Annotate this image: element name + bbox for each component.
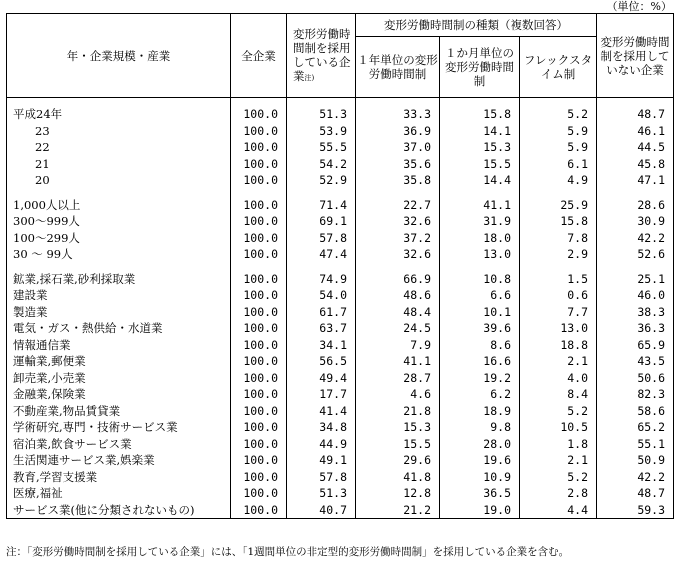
value-cell: 61.7 — [287, 304, 356, 321]
table-row — [7, 386, 674, 403]
value-cell: 1.5 — [520, 271, 597, 288]
header-row-label: 年・企業規模・産業 — [7, 14, 231, 98]
value-cell: 7.8 — [520, 230, 597, 247]
value-cell: 100.0 — [231, 106, 287, 123]
spacer-cell — [231, 189, 287, 197]
value-cell: 100.0 — [231, 353, 287, 370]
value-cell: 19.0 — [440, 502, 520, 519]
value-cell: 2.8 — [520, 485, 597, 502]
spacer-cell — [520, 263, 597, 271]
value-cell: 47.4 — [287, 246, 356, 263]
header-type2: １か月単位の変形労働時間制 — [440, 37, 520, 98]
value-cell: 21.8 — [356, 403, 440, 420]
value-cell: 100.0 — [231, 337, 287, 354]
value-cell: 2.1 — [520, 353, 597, 370]
table-row — [7, 485, 674, 502]
row-label: 生活関連サービス業,娯楽業 — [7, 452, 231, 469]
value-cell: 100.0 — [231, 452, 287, 469]
value-cell: 32.6 — [356, 213, 440, 230]
row-label: 学術研究,専門・技術サービス業 — [7, 419, 231, 436]
value-cell: 82.3 — [597, 386, 674, 403]
value-cell: 39.6 — [440, 320, 520, 337]
value-cell: 25.9 — [520, 197, 597, 214]
value-cell: 8.6 — [440, 337, 520, 354]
value-cell: 45.8 — [597, 156, 674, 173]
spacer-cell — [231, 98, 287, 107]
value-cell: 17.7 — [287, 386, 356, 403]
value-cell: 13.0 — [520, 320, 597, 337]
table-header — [7, 14, 674, 98]
value-cell: 58.6 — [597, 403, 674, 420]
value-cell: 10.1 — [440, 304, 520, 321]
value-cell: 48.4 — [356, 304, 440, 321]
spacer-cell — [440, 189, 520, 197]
value-cell: 1.8 — [520, 436, 597, 453]
value-cell: 48.7 — [597, 106, 674, 123]
value-cell: 21.2 — [356, 502, 440, 519]
row-label: 22 — [7, 139, 231, 156]
value-cell: 13.0 — [440, 246, 520, 263]
header-adopting-text: 変形労働時間制を採用している企業 — [293, 26, 351, 83]
value-cell: 50.9 — [597, 452, 674, 469]
row-label: 100～299人 — [7, 230, 231, 247]
value-cell: 8.4 — [520, 386, 597, 403]
value-cell: 34.1 — [287, 337, 356, 354]
value-cell: 28.7 — [356, 370, 440, 387]
value-cell: 15.5 — [440, 156, 520, 173]
value-cell: 35.6 — [356, 156, 440, 173]
header-types-group: 変形労働時間制の種類（複数回答） — [356, 14, 597, 37]
value-cell: 100.0 — [231, 502, 287, 519]
spacer-cell — [7, 263, 231, 271]
spacer-row — [7, 98, 674, 107]
value-cell: 41.4 — [287, 403, 356, 420]
value-cell: 22.7 — [356, 197, 440, 214]
value-cell: 0.6 — [520, 287, 597, 304]
table-row — [7, 213, 674, 230]
value-cell: 43.5 — [597, 353, 674, 370]
value-cell: 54.2 — [287, 156, 356, 173]
table-row — [7, 370, 674, 387]
value-cell: 10.9 — [440, 469, 520, 486]
value-cell: 19.6 — [440, 452, 520, 469]
spacer-cell — [597, 189, 674, 197]
value-cell: 74.9 — [287, 271, 356, 288]
table-row — [7, 502, 674, 519]
row-label: 300～999人 — [7, 213, 231, 230]
value-cell: 100.0 — [231, 139, 287, 156]
value-cell: 4.6 — [356, 386, 440, 403]
table-row — [7, 304, 674, 321]
row-label: 建設業 — [7, 287, 231, 304]
value-cell: 14.1 — [440, 123, 520, 140]
spacer-cell — [7, 189, 231, 197]
header-type1: １年単位の変形労働時間制 — [356, 37, 440, 98]
value-cell: 7.7 — [520, 304, 597, 321]
value-cell: 100.0 — [231, 419, 287, 436]
row-label: 宿泊業,飲食サービス業 — [7, 436, 231, 453]
value-cell: 71.4 — [287, 197, 356, 214]
value-cell: 100.0 — [231, 213, 287, 230]
value-cell: 14.4 — [440, 172, 520, 189]
value-cell: 48.6 — [356, 287, 440, 304]
value-cell: 25.1 — [597, 271, 674, 288]
table-row — [7, 106, 674, 123]
value-cell: 51.3 — [287, 485, 356, 502]
header-all: 全企業 — [231, 14, 287, 98]
table-row — [7, 452, 674, 469]
value-cell: 36.3 — [597, 320, 674, 337]
spacer-cell — [520, 189, 597, 197]
value-cell: 63.7 — [287, 320, 356, 337]
row-label: 医療,福祉 — [7, 485, 231, 502]
unit-label: （単位：%） — [606, 0, 672, 13]
row-label: 鉱業,採石業,砂利採取業 — [7, 271, 231, 288]
value-cell: 56.5 — [287, 353, 356, 370]
spacer-cell — [520, 98, 597, 107]
value-cell: 53.9 — [287, 123, 356, 140]
value-cell: 2.9 — [520, 246, 597, 263]
table-row — [7, 197, 674, 214]
value-cell: 100.0 — [231, 230, 287, 247]
row-label: 卸売業,小売業 — [7, 370, 231, 387]
value-cell: 42.2 — [597, 469, 674, 486]
value-cell: 6.6 — [440, 287, 520, 304]
row-label: 1,000人以上 — [7, 197, 231, 214]
value-cell: 50.6 — [597, 370, 674, 387]
value-cell: 65.9 — [597, 337, 674, 354]
row-label: 平成24年 — [7, 106, 231, 123]
value-cell: 36.9 — [356, 123, 440, 140]
value-cell: 18.8 — [520, 337, 597, 354]
row-label: 情報通信業 — [7, 337, 231, 354]
spacer-cell — [287, 263, 356, 271]
value-cell: 10.8 — [440, 271, 520, 288]
table-row — [7, 436, 674, 453]
value-cell: 6.2 — [440, 386, 520, 403]
table-row — [7, 469, 674, 486]
value-cell: 46.0 — [597, 287, 674, 304]
value-cell: 5.2 — [520, 469, 597, 486]
row-label: 金融業,保険業 — [7, 386, 231, 403]
table-row — [7, 172, 674, 189]
row-label: サービス業(他に分類されないもの) — [7, 502, 231, 519]
table-row — [7, 403, 674, 420]
value-cell: 57.8 — [287, 230, 356, 247]
value-cell: 33.3 — [356, 106, 440, 123]
spacer-cell — [231, 263, 287, 271]
data-table — [6, 13, 674, 519]
row-label: 20 — [7, 172, 231, 189]
spacer-cell — [597, 98, 674, 107]
value-cell: 7.9 — [356, 337, 440, 354]
value-cell: 15.3 — [356, 419, 440, 436]
value-cell: 100.0 — [231, 485, 287, 502]
value-cell: 5.2 — [520, 403, 597, 420]
value-cell: 10.5 — [520, 419, 597, 436]
value-cell: 24.5 — [356, 320, 440, 337]
value-cell: 29.6 — [356, 452, 440, 469]
value-cell: 28.6 — [597, 197, 674, 214]
value-cell: 5.2 — [520, 106, 597, 123]
spacer-cell — [287, 98, 356, 107]
value-cell: 12.8 — [356, 485, 440, 502]
value-cell: 100.0 — [231, 271, 287, 288]
row-label: 製造業 — [7, 304, 231, 321]
value-cell: 19.2 — [440, 370, 520, 387]
spacer-cell — [356, 263, 440, 271]
value-cell: 42.2 — [597, 230, 674, 247]
table-body — [7, 98, 674, 519]
table-row — [7, 156, 674, 173]
value-cell: 100.0 — [231, 469, 287, 486]
value-cell: 40.7 — [287, 502, 356, 519]
value-cell: 57.8 — [287, 469, 356, 486]
value-cell: 30.9 — [597, 213, 674, 230]
value-cell: 37.2 — [356, 230, 440, 247]
table-row — [7, 271, 674, 288]
value-cell: 59.3 — [597, 502, 674, 519]
value-cell: 15.3 — [440, 139, 520, 156]
spacer-row — [7, 263, 674, 271]
value-cell: 100.0 — [231, 386, 287, 403]
value-cell: 38.3 — [597, 304, 674, 321]
value-cell: 36.5 — [440, 485, 520, 502]
table-row — [7, 123, 674, 140]
value-cell: 15.5 — [356, 436, 440, 453]
value-cell: 100.0 — [231, 156, 287, 173]
value-cell: 100.0 — [231, 287, 287, 304]
value-cell: 100.0 — [231, 246, 287, 263]
value-cell: 100.0 — [231, 403, 287, 420]
value-cell: 100.0 — [231, 197, 287, 214]
value-cell: 37.0 — [356, 139, 440, 156]
value-cell: 100.0 — [231, 370, 287, 387]
spacer-cell — [287, 189, 356, 197]
value-cell: 34.8 — [287, 419, 356, 436]
value-cell: 54.0 — [287, 287, 356, 304]
value-cell: 46.1 — [597, 123, 674, 140]
value-cell: 32.6 — [356, 246, 440, 263]
value-cell: 65.2 — [597, 419, 674, 436]
header-not-adopting: 変形労働時間制を採用していない企業 — [597, 14, 674, 98]
value-cell: 15.8 — [520, 213, 597, 230]
spacer-cell — [440, 98, 520, 107]
row-label: 30 ～ 99人 — [7, 246, 231, 263]
value-cell: 51.3 — [287, 106, 356, 123]
value-cell: 35.8 — [356, 172, 440, 189]
value-cell: 4.9 — [520, 172, 597, 189]
value-cell: 100.0 — [231, 123, 287, 140]
value-cell: 55.1 — [597, 436, 674, 453]
value-cell: 28.0 — [440, 436, 520, 453]
value-cell: 49.4 — [287, 370, 356, 387]
value-cell: 5.9 — [520, 123, 597, 140]
value-cell: 4.4 — [520, 502, 597, 519]
spacer-cell — [597, 263, 674, 271]
row-label: 23 — [7, 123, 231, 140]
spacer-cell — [440, 263, 520, 271]
value-cell: 16.6 — [440, 353, 520, 370]
table-row — [7, 287, 674, 304]
header-adopting-note: 注) — [304, 73, 315, 82]
value-cell: 100.0 — [231, 436, 287, 453]
value-cell: 41.1 — [440, 197, 520, 214]
spacer-cell — [7, 98, 231, 107]
value-cell: 44.9 — [287, 436, 356, 453]
table-row — [7, 230, 674, 247]
value-cell: 100.0 — [231, 172, 287, 189]
value-cell: 15.8 — [440, 106, 520, 123]
footnote: 注：「変形労働時間制を採用している企業」には、「1週間単位の非定型的変形労働時間制」を採用している企業を含む。 — [6, 546, 570, 558]
table-row — [7, 337, 674, 354]
header-adopting — [287, 14, 356, 98]
value-cell: 41.1 — [356, 353, 440, 370]
value-cell: 31.9 — [440, 213, 520, 230]
value-cell: 5.9 — [520, 139, 597, 156]
row-label: 21 — [7, 156, 231, 173]
table-row — [7, 419, 674, 436]
value-cell: 66.9 — [356, 271, 440, 288]
header-type3: フレックスタイム制 — [520, 37, 597, 98]
value-cell: 6.1 — [520, 156, 597, 173]
value-cell: 69.1 — [287, 213, 356, 230]
value-cell: 52.9 — [287, 172, 356, 189]
row-label: 電気・ガス・熱供給・水道業 — [7, 320, 231, 337]
value-cell: 52.6 — [597, 246, 674, 263]
row-label: 教育,学習支援業 — [7, 469, 231, 486]
row-label: 不動産業,物品賃貸業 — [7, 403, 231, 420]
value-cell: 100.0 — [231, 320, 287, 337]
value-cell: 9.8 — [440, 419, 520, 436]
table-row — [7, 246, 674, 263]
value-cell: 48.7 — [597, 485, 674, 502]
row-label: 運輸業,郵便業 — [7, 353, 231, 370]
table-row — [7, 320, 674, 337]
value-cell: 18.9 — [440, 403, 520, 420]
table-row — [7, 139, 674, 156]
table-row — [7, 353, 674, 370]
spacer-row — [7, 189, 674, 197]
value-cell: 18.0 — [440, 230, 520, 247]
value-cell: 4.0 — [520, 370, 597, 387]
value-cell: 47.1 — [597, 172, 674, 189]
value-cell: 41.8 — [356, 469, 440, 486]
value-cell: 100.0 — [231, 304, 287, 321]
spacer-cell — [356, 98, 440, 107]
value-cell: 44.5 — [597, 139, 674, 156]
value-cell: 49.1 — [287, 452, 356, 469]
value-cell: 2.1 — [520, 452, 597, 469]
value-cell: 55.5 — [287, 139, 356, 156]
spacer-cell — [356, 189, 440, 197]
